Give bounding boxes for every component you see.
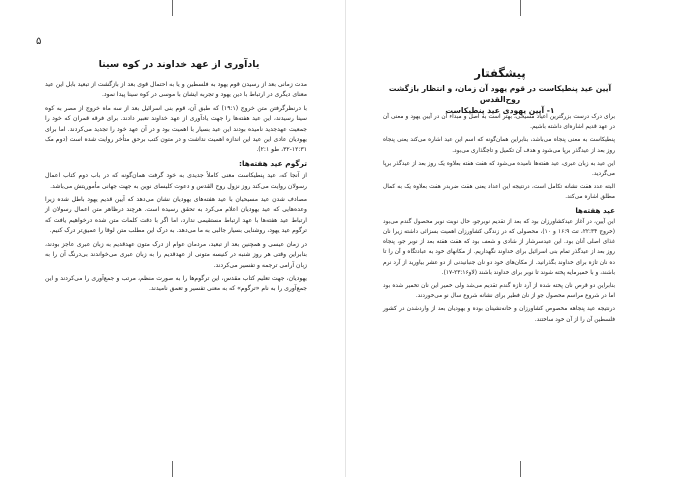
subtitle: ۱- آیین یهودی عید پنطیکاست [445,106,555,115]
paragraph: درنتیجه عید پنجاهه مخصوص کشاورزان و خانه‌نشینان بوده و یهودیان بعد از واردشدن در کشور فلسطین آن را از آن خود ساختند. [383,306,615,323]
paragraph: مدت زمانی بعد از رسیدن قوم یهود به فلسطین و یا به احتمال قوی بعد از بازگشت از تبعید بابل این عید معنای دیگری در ارتباط با دین یهود و تجربه ایشان با موسی در کوه سینا پیدا نمود. [45,81,307,99]
paragraph: در زمان عیسی و همچنین بعد از تبعید، مردمان عوام از درک متون عهدقدیم به زبان عبری عاجز بودند، بنابراین وقتی هر روز شنبه در کنیسه متونی از عهدقدیم را به زبان عبری می‌خواندند بی‌درنگ آن را به زبان آرامی ترجمه و تفسیر می‌کردند. [45,240,307,269]
subtitle: آیین عید پنطیکاست در قوم یهود آن زمان، و انتظار بازگشت روح‌القدس [388,84,612,104]
right-page [346,0,691,477]
right-page-body [383,112,615,328]
paragraph: این عید به زبان عبری، عید هفته‌ها نامیده می‌شود که هفت هفته بعلاوه یک روز بعد از عیدگذر برپا می‌گردید. [383,160,615,178]
paragraph: مصادف شدن عید مسیحیان با عید هفته‌های یهودیان نشان می‌دهد که آیین قدیم یهود باطل شده زیرا وعده‌هایی که عید یهودیان اعلام می‌کرد به تحقق رسیده است. هرچند درظاهر متن اعمال رسولان از ارتباط عید هفته‌ها با عهد ارتباط مستقیمی ندارد، اما اگر با دقت کلمات متن شده درخواهیم یافت که ترگوم عید یهود، روشنایی بسیار جالبی به ما می‌دهد. به درک این مطلب متن لوقا را عمیق‌تر درک کنیم. [45,196,307,235]
section-title: عید هفته‌ها [575,205,615,215]
page-number: ۵ [36,36,42,47]
title-block [385,66,615,116]
paragraph: پنطیکاست به معنی پنجاه می‌باشد، بنابراین همان‌گونه که اسم این عید اشاره می‌کند یعنی پنجاه روز بعد از عیدگذر برپا می‌شود و هدف آن تکمیل و تاجگذاری می‌بود. [383,137,615,154]
paragraph: بنابراین دو قرص نان پخته شده از آرد تازه گندم تقدیم می‌شد ولی خمیر این نان تخمیر شده بود اما در شروع مراسم محصول جو از نان فطیر برای نشانه شروع سال نو می‌خوردند. [383,283,615,300]
section-heading: یادآوری از عهد خداوند در کوه سینا [98,59,260,70]
subheading: ترگوم عید هفته‌ها: [239,158,307,168]
left-page-body [45,80,307,298]
paragraph: برای درک درست بزرگترین اعیاد مسیحی، بهتر است به اصل و مبداء آن در آیین یهود و معنی آن در عهد قدیم اشاره‌ای داشته باشیم. [383,114,615,131]
page-title: پیشگفتار [474,66,526,80]
paragraph: البته عدد هفت نشانه تکامل است، درنتیجه این اعداد یعنی هفت ضربدر هفت بعلاوه یک به کمال مطلق اشاره می‌کند. [383,184,615,201]
paragraph: یهودیان، جهت تعلیم کتاب مقدس، این ترگوم‌ها را به صورت منظم، مرتب و جمع‌آوری را می‌کردند و این جمع‌آوری را به نام «ترگوم» که به معنی تفسیر و تعمق نامیدند. [45,274,307,293]
paragraph: با درنظرگرفتن متن خروج (۱۹:۱) که طبق آن، قوم بنی اسرائیل بعد از سه ماه خروج از مصر به کوه سینا رسیدند، این عید هفته‌ها را جهت یادآوری از عهد خداوند تعبیر دادند. برای فرقه قمران که خود را جمعیت عهدجدید نامیده بودند این عید بسیار با اهمیت بود و در آن عهد خود را تجدید می‌کردند. اما برای یهودیان عادی این عید این اندازه اهمیت نداشت و در متون کتب برحق متأخر روایت شده است (دوم مک ۱۲:۳۱-۳۲، طو ۲:۱). [45,104,308,154]
left-page [0,0,345,477]
paragraph: از آنجا که، عید پنطیکاست معنی کاملاً جدیدی به خود گرفت همان‌گونه که در باب دوم کتاب اعمال رسولان روایت می‌کند روز نزول روح القدس و دعوت کلیسای نوین به جهت جهانی مأموریتش می‌باشد. [45,172,307,190]
paragraph: این آیین، در آغاز عیدکشاورزان بود که بعد از تقدیم نوبرجو، حال نوبت نوبر محصول گندم می‌بود (خروج ۲۲:۳۴، تث ۱۶:۹ و ۱۰)، محصولی که در زندگی کشاورزان اهمیت بسزائی داشته زیرا نان غذای اصلی آنان بود. این عیدسرشار از شادی و شعف بود که هفت هفته بعد از نوبر جو، پنجاه روز بعد از عیدگذر تمام بنی اسرائیل برای خداوند نگهداریم. از مکانهای خود به عبادتگاه و آن را تا ده نان تازه برای خداوند بگذرانید. از مکان‌های خود دو نان جنبانیدنی از دو عشر بیاورید از آرد نرم باشند، و با خمیرمایه پخته شوند تا نوبر برای خداوند باشند (لاو۲۳:۱۶-۱۷). [383,218,615,276]
